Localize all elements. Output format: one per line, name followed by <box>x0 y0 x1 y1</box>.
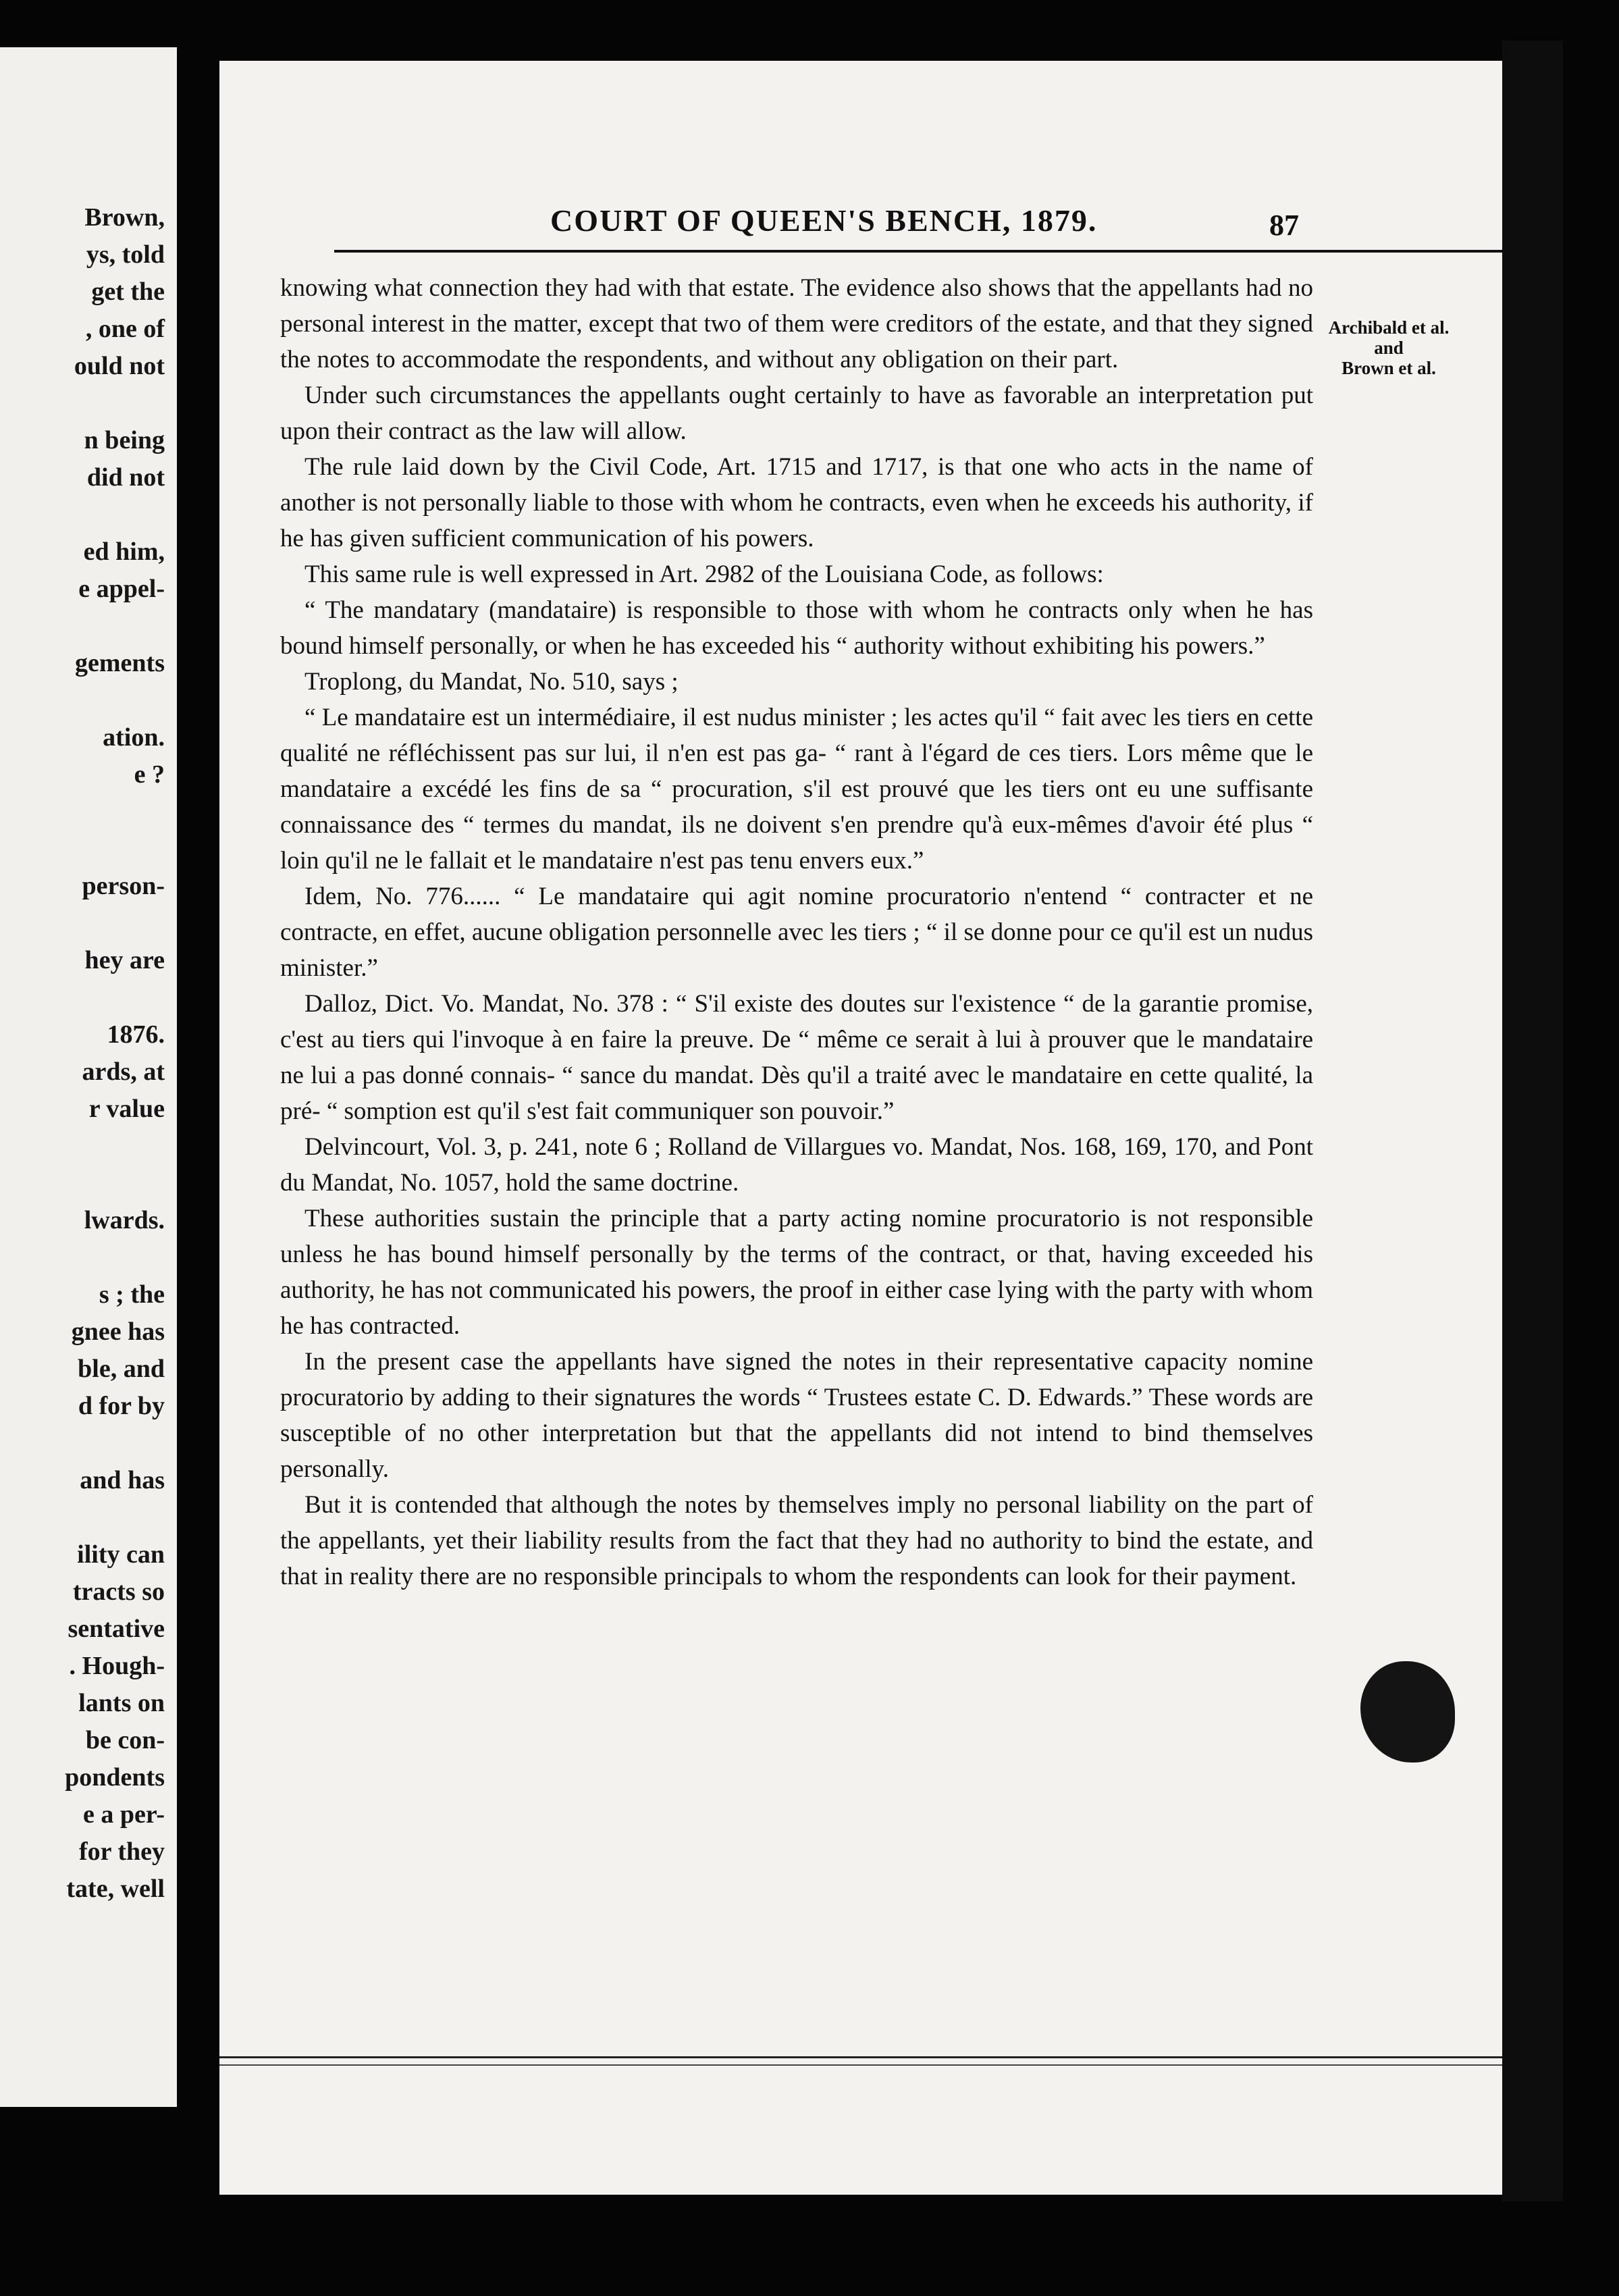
ink-stain <box>1360 1661 1455 1763</box>
paragraph: These authorities sustain the principle that a party acting nomine procuratorio is not responsible unless he has bound himself personally by the terms of the contract, or that, having exceeded his authority, he has not communicated his powers, the proof in either case lying with the party with whom he has contracted. <box>280 1205 1313 1340</box>
previous-page-fragment <box>0 47 177 2107</box>
previous-page-line: ould not <box>74 352 165 380</box>
page-header <box>219 196 1502 243</box>
previous-page-line: lwards. <box>84 1206 165 1234</box>
bottom-rule <box>219 2056 1502 2058</box>
header-rule <box>334 250 1502 253</box>
scan-edge <box>1502 41 1563 2201</box>
margin-note-case-parties <box>1304 317 1473 378</box>
paragraph: Under such circumstances the appellants ought certainly to have as favorable an interpretation put upon their contract as the law will allow. <box>280 382 1313 445</box>
previous-page-line: tate, well <box>66 1875 165 1903</box>
previous-page-line: and has <box>80 1466 165 1494</box>
paragraph: Delvincourt, Vol. 3, p. 241, note 6 ; Rolland de Villargues vo. Mandat, Nos. 168, 169, 170, and Pont du Mandat, No. 1057, hold the same doctrine. <box>280 1133 1313 1197</box>
previous-page-line: d for by <box>78 1392 165 1420</box>
page-number: 87 <box>1269 209 1299 242</box>
previous-page-line: ble, and <box>78 1355 165 1383</box>
previous-page-line: s ; the <box>99 1280 165 1309</box>
margin-note-line-1: Archibald et al. <box>1328 317 1450 338</box>
previous-page-line: e a per- <box>83 1800 165 1829</box>
paragraph: Idem, No. 776...... “ Le mandataire qui agit nomine procuratorio n'entend “ contracter et ne contracte, en effet, aucune obligation personnelle avec les tiers ; “ il se donne pour ce qu'il est un nudus minister.” <box>280 883 1313 982</box>
previous-page-line: ards, at <box>82 1058 165 1086</box>
previous-page-line: ed him, <box>83 538 165 566</box>
margin-note-line-3: Brown et al. <box>1342 358 1436 378</box>
previous-page-line: gements <box>75 649 165 677</box>
book-page <box>219 61 1502 2195</box>
previous-page-line: 1876. <box>107 1020 165 1049</box>
paragraph: knowing what connection they had with that estate. The evidence also shows that the appellants had no personal interest in the matter, except that two of them were creditors of the estate, and that they signed the notes to accommodate the respondents, and without any obligation on their part. <box>280 274 1313 373</box>
previous-page-line: get the <box>91 278 165 306</box>
paragraph: The rule laid down by the Civil Code, Art. 1715 and 1717, is that one who acts in the name of another is not personally liable to those with whom he contracts, even when he exceeds his authority, if he has given sufficient communication of his powers. <box>280 453 1313 552</box>
previous-page-line: ility can <box>77 1540 165 1569</box>
previous-page-line: ys, told <box>86 240 165 269</box>
previous-page-line: pondents <box>65 1763 165 1792</box>
body-text <box>280 270 1313 1594</box>
paragraph: Dalloz, Dict. Vo. Mandat, No. 378 : “ S'il existe des doutes sur l'existence “ de la garantie promise, c'est au tiers qui l'invoque à en faire la preuve. De “ même ce serait à lui à prouver que le mandataire ne lui a pas donné connais- “ sance du mandat. Dès qu'il a traité avec le mandataire en cette qualité, la pré- “ somption est qu'il s'est fait communiquer son pouvoir.” <box>280 990 1313 1125</box>
previous-page-line: Brown, <box>84 203 165 232</box>
paragraph: In the present case the appellants have signed the notes in their representative capacity nomine procuratorio by adding to their signatures the words “ Trustees estate C. D. Edwards.” These words are susceptible of no other interpretation but that the appellants did not intend to bind themselves personally. <box>280 1348 1313 1483</box>
paragraph: Troplong, du Mandat, No. 510, says ; <box>304 668 679 696</box>
previous-page-line: n being <box>84 426 165 454</box>
previous-page-line: sentative <box>68 1615 165 1643</box>
previous-page-line: e appel- <box>78 575 165 603</box>
bottom-rule-secondary <box>219 2064 1502 2066</box>
previous-page-line: r value <box>88 1095 165 1123</box>
previous-page-line: lants on <box>78 1689 165 1717</box>
previous-page-line: tracts so <box>72 1577 165 1606</box>
previous-page-line: e ? <box>134 760 165 789</box>
paragraph: This same rule is well expressed in Art. 2982 of the Louisiana Code, as follows: <box>304 560 1104 588</box>
previous-page-line: , one of <box>85 315 165 343</box>
previous-page-line: did not <box>86 463 165 492</box>
previous-page-line: ation. <box>103 723 165 752</box>
paragraph: “ Le mandataire est un intermédiaire, il est nudus minister ; les actes qu'il “ fait avec les tiers en cette qualité ne réfléchissent pas sur lui, il n'en est pas ga- “ rant à l'égard de ces tiers. Lors même que le mandataire a excédé les fins de sa “ procuration, s'il est prouvé que les tiers ont eu une suffisante connaissance des “ termes du mandat, ils ne doivent s'en prendre qu'à eux-mêmes d'avoir été plus “ loin qu'il ne le fallait et le mandataire n'est pas tenu envers eux.” <box>280 704 1313 875</box>
previous-page-line: for they <box>79 1837 165 1866</box>
paragraph: But it is contended that although the notes by themselves imply no personal liability on the part of the appellants, yet their liability results from the fact that they had no authority to bind the estate, and that in reality there are no responsible principals to whom the respondents can look for their payment. <box>280 1491 1313 1590</box>
paragraph: “ The mandatary (mandataire) is responsible to those with whom he contracts only when he has bound himself personally, or when he has exceeded his “ authority without exhibiting his powers.” <box>280 596 1313 660</box>
running-title: COURT OF QUEEN'S BENCH, 1879. <box>550 203 1098 238</box>
previous-page-line: be con- <box>85 1726 165 1754</box>
previous-page-line: hey are <box>84 946 165 974</box>
previous-page-line: gnee has <box>71 1317 165 1346</box>
previous-page-line: . Hough- <box>69 1652 165 1680</box>
previous-page-line: person- <box>82 872 165 900</box>
margin-note-line-2: and <box>1374 338 1404 358</box>
